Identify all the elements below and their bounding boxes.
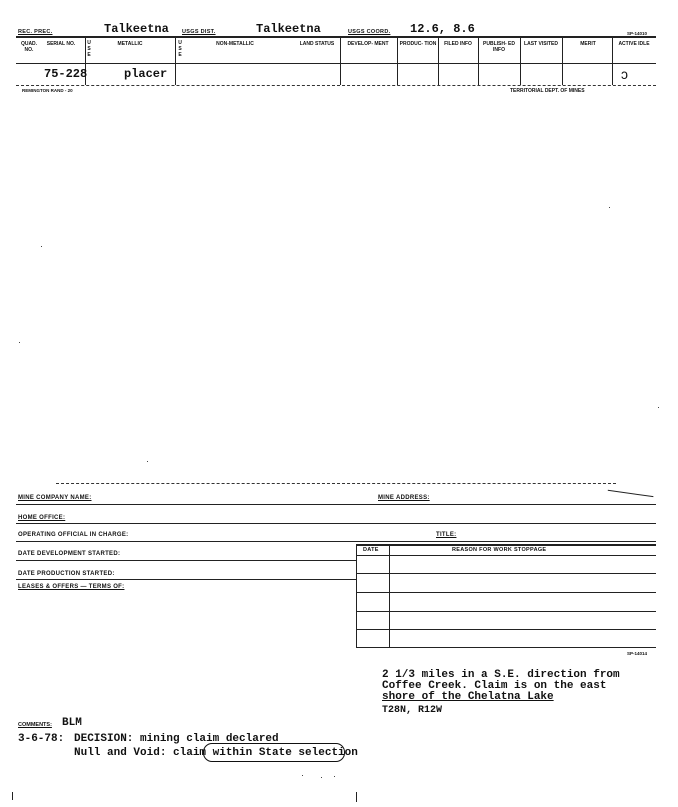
form-code-bottom: SP-14014 — [627, 651, 648, 656]
col-divider — [520, 37, 521, 85]
date-development-started-label: DATE DEVELOPMENT STARTED: — [18, 551, 121, 557]
col-divider — [562, 37, 563, 85]
operating-official-rule — [16, 541, 656, 542]
col-nonmetallic: NON-METALLIC — [216, 41, 254, 47]
footer-right: TERRITORIAL DEPT. OF MINES — [510, 88, 585, 94]
col-quad-no: QUAD. NO. — [20, 41, 38, 53]
stoppage-row-rule — [356, 629, 656, 630]
stoppage-divider — [356, 544, 357, 647]
col-divider — [612, 37, 613, 85]
comments-date: 3-6-78: — [18, 733, 65, 745]
stoppage-row-rule — [356, 592, 656, 593]
col-divider — [175, 37, 176, 85]
stoppage-row-rule — [356, 555, 656, 556]
col-development: DEVELOP- MENT — [347, 41, 389, 47]
header-rule-top — [16, 36, 656, 38]
location-line-3: shore of the Chelatna Lake — [382, 691, 554, 703]
col-nonmetallic-use: U S E — [178, 40, 182, 58]
speck — [302, 775, 303, 776]
active-idle-mark: ↄ — [621, 66, 628, 82]
col-divider — [478, 37, 479, 85]
header-rule-mid — [16, 63, 656, 64]
col-last-visited: LAST VISITED — [524, 41, 558, 47]
date-production-started-label: DATE PRODUCTION STARTED: — [18, 571, 115, 577]
location-line-1: 2 1/3 miles in a S.E. direction from — [382, 669, 620, 681]
col-land-status: LAND STATUS — [299, 41, 335, 47]
stoppage-row-rule — [356, 611, 656, 612]
bottom-tick — [356, 792, 357, 802]
stoppage-top — [356, 544, 656, 546]
col-serial-no: SERIAL NO. — [46, 41, 76, 47]
col-production: PRODUC- TION — [399, 41, 437, 47]
title-label: TITLE: — [436, 532, 457, 538]
circled-annotation — [203, 743, 345, 762]
col-published-info: PUBLISH- ED INFO — [483, 41, 515, 53]
col-divider — [340, 37, 341, 85]
stoppage-divider — [389, 544, 390, 647]
comments-value: BLM — [62, 717, 82, 729]
usgs-dist-value: Talkeetna — [256, 22, 321, 36]
home-office-rule — [16, 523, 656, 524]
speck — [321, 777, 322, 778]
col-metallic-use: U S E — [87, 40, 91, 58]
location-line-4: T28N, R12W — [382, 705, 443, 716]
col-metallic: METALLIC — [117, 41, 143, 47]
speck — [147, 461, 148, 462]
usgs-coord-label: USGS COORD. — [348, 29, 391, 35]
date-development-rule — [16, 560, 356, 561]
usgs-coord-value: 12.6, 8.6 — [410, 22, 475, 36]
col-divider — [397, 37, 398, 85]
mine-company-name-label: MINE COMPANY NAME: — [18, 495, 92, 501]
form-top-rule — [56, 483, 616, 484]
speck — [19, 342, 20, 343]
comments-line-2: Null and Void: claim within State selection — [74, 747, 358, 759]
leases-offers-label: LEASES & OFFERS — TERMS OF: — [18, 584, 125, 590]
location-line-2: Coffee Creek. Claim is on the east — [382, 680, 607, 692]
comments-label: COMMENTS: — [18, 722, 52, 728]
home-office-label: HOME OFFICE: — [18, 515, 66, 521]
col-active-idle: ACTIVE IDLE — [618, 41, 650, 47]
speck — [658, 407, 659, 408]
date-production-rule — [16, 579, 356, 580]
form-top-curve — [608, 484, 655, 497]
col-merit: MERIT — [580, 41, 596, 47]
location-note — [382, 670, 620, 703]
speck — [41, 246, 42, 247]
metallic-value: placer — [124, 67, 168, 81]
header-rule-bottom — [16, 85, 656, 86]
operating-official-label: OPERATING OFFICIAL IN CHARGE: — [18, 532, 129, 538]
stoppage-reason-header: REASON FOR WORK STOPPAGE — [452, 547, 547, 553]
speck — [334, 776, 335, 777]
rec-prec-value: Talkeetna — [104, 22, 169, 36]
stoppage-row-rule — [356, 573, 656, 574]
quad-serial-value: 75-228 — [44, 67, 88, 81]
col-filed-info: FILED INFO — [444, 41, 472, 47]
mine-company-rule — [16, 504, 656, 505]
rec-prec-label: REC. PREC. — [18, 29, 53, 35]
stoppage-row-rule — [356, 647, 656, 648]
footer-left: REMINGTON RAND - 20 — [22, 88, 73, 93]
mine-address-label: MINE ADDRESS: — [378, 495, 430, 501]
comments-line-1: DECISION: mining claim declared — [74, 733, 279, 745]
form-code: SP-14010 — [627, 31, 648, 36]
stoppage-date-header: DATE — [363, 547, 379, 553]
bottom-tick — [12, 792, 13, 800]
speck — [609, 207, 610, 208]
usgs-dist-label: USGS DIST. — [182, 29, 216, 35]
col-divider — [438, 37, 439, 85]
